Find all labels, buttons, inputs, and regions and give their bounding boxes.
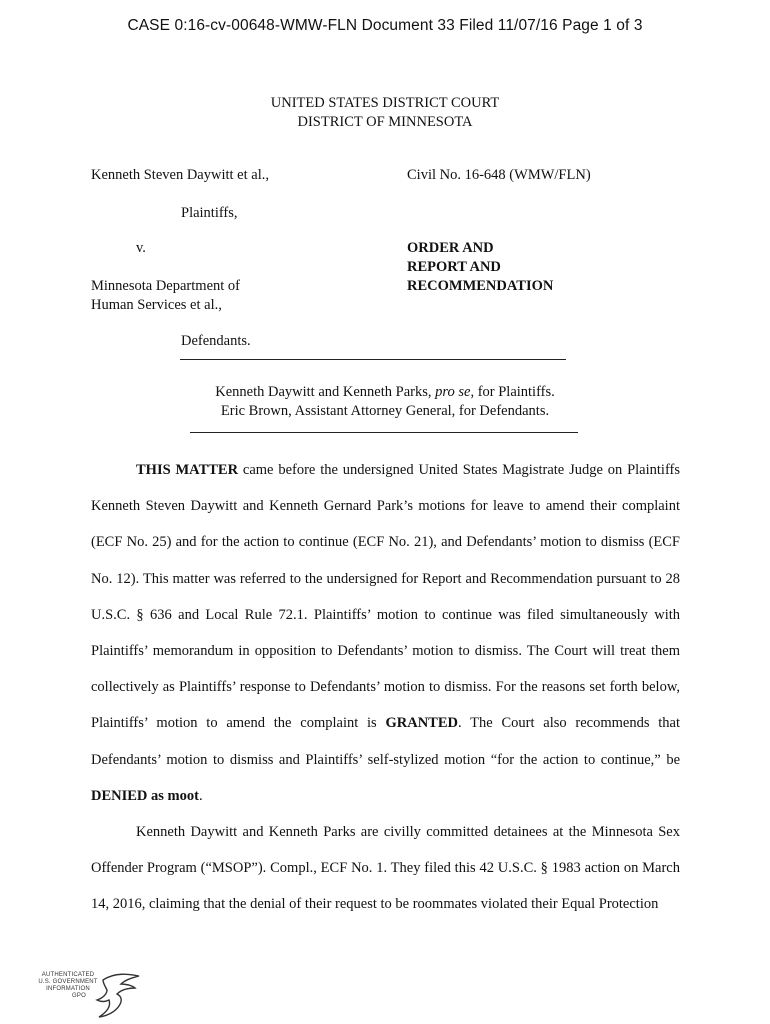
paragraph-1 [91, 452, 680, 814]
document-title-line-2: REPORT AND [407, 259, 501, 275]
case-header-stamp: CASE 0:16-cv-00648-WMW-FLN Document 33 Filed 11/07/16 Page 1 of 3 [127, 17, 643, 34]
this-matter-lead: THIS MATTER [136, 462, 239, 478]
gpo-authentication-logo [33, 972, 143, 1018]
paragraph-2: Kenneth Daywitt and Kenneth Parks are civilly committed detainees at the Minnesota Sex Offender Program (“MSOP”). Compl., ECF No. 1. They filed this 42 U.S.C. § 1983 action on March 14, 2016, claiming that the denial of their request to be roommates violated their Equal Protection [91, 824, 680, 913]
defendant-role: Defendants. [181, 333, 251, 349]
civil-number: Civil No. 16-648 (WMW/FLN) [407, 167, 591, 183]
denied-as-moot-term: DENIED as moot [91, 787, 199, 804]
pro-se-term: pro se [435, 384, 471, 400]
counsel-block [0, 383, 770, 421]
counsel-plaintiffs-text-a: Kenneth Daywitt and Kenneth Parks, [215, 384, 436, 400]
plaintiff-name: Kenneth Steven Daywitt et al., [91, 167, 269, 183]
eagle-icon [85, 972, 145, 1018]
counsel-plaintiffs [0, 383, 770, 402]
paragraph-1-end: . [198, 787, 203, 804]
court-name: UNITED STATES DISTRICT COURT [270, 95, 500, 111]
granted-term: GRANTED [385, 715, 458, 732]
court-heading [0, 94, 770, 132]
defendant-name [91, 277, 240, 315]
document-title [407, 239, 553, 296]
gpo-line-3: INFORMATION [46, 986, 90, 992]
paragraph-1-text: came before the undersigned United States Magistrate Judge on Plaintiffs Kenneth Steven Daywitt and Kenneth Gernard Park’s motions for leave to amend their complaint (ECF No. 25) and for the action to continue (ECF No. 21), and Defendants’ motion to dismiss (ECF No. 12). This matter was referred to the undersigned for Report and Recommendation pursuant to 28 U.S.C. § 636 and Local Rule 72.1. Plaintiffs’ motion to continue was filed simultaneously with Plaintiffs’ memorandum in opposition to Defendants’ motion to dismiss. The Court will treat them collectively as Plaintiffs’ response to Defendants’ motion to dismiss. For the reasons set forth below, Plaintiffs’ motion to amend the complaint is [91, 462, 680, 732]
caption-divider [180, 359, 566, 360]
counsel-defendants: Eric Brown, Assistant Attorney General, for Defendants. [220, 403, 550, 419]
plaintiff-role: Plaintiffs, [181, 205, 238, 221]
document-title-line-1: ORDER AND [407, 240, 494, 256]
paragraph-1-text-2: . The Court also recommends that Defendants’ motion to dismiss and Plaintiffs’ self-stylized motion “for the action to continue,” be [91, 715, 681, 768]
counsel-plaintiffs-text-b: , for Plaintiffs. [470, 384, 555, 400]
gpo-line-1: AUTHENTICATED [41, 972, 95, 978]
court-district: DISTRICT OF MINNESOTA [297, 114, 473, 130]
defendant-name-line-2: Human Services et al., [91, 297, 222, 313]
versus: v. [136, 240, 146, 256]
counsel-divider [190, 432, 578, 433]
defendant-name-line-1: Minnesota Department of [91, 278, 240, 294]
gpo-line-4: GPO [72, 993, 86, 999]
document-title-line-3: RECOMMENDATION [407, 278, 554, 294]
gpo-line-2: U.S. GOVERNMENT [38, 979, 98, 985]
opinion-body [91, 452, 680, 923]
